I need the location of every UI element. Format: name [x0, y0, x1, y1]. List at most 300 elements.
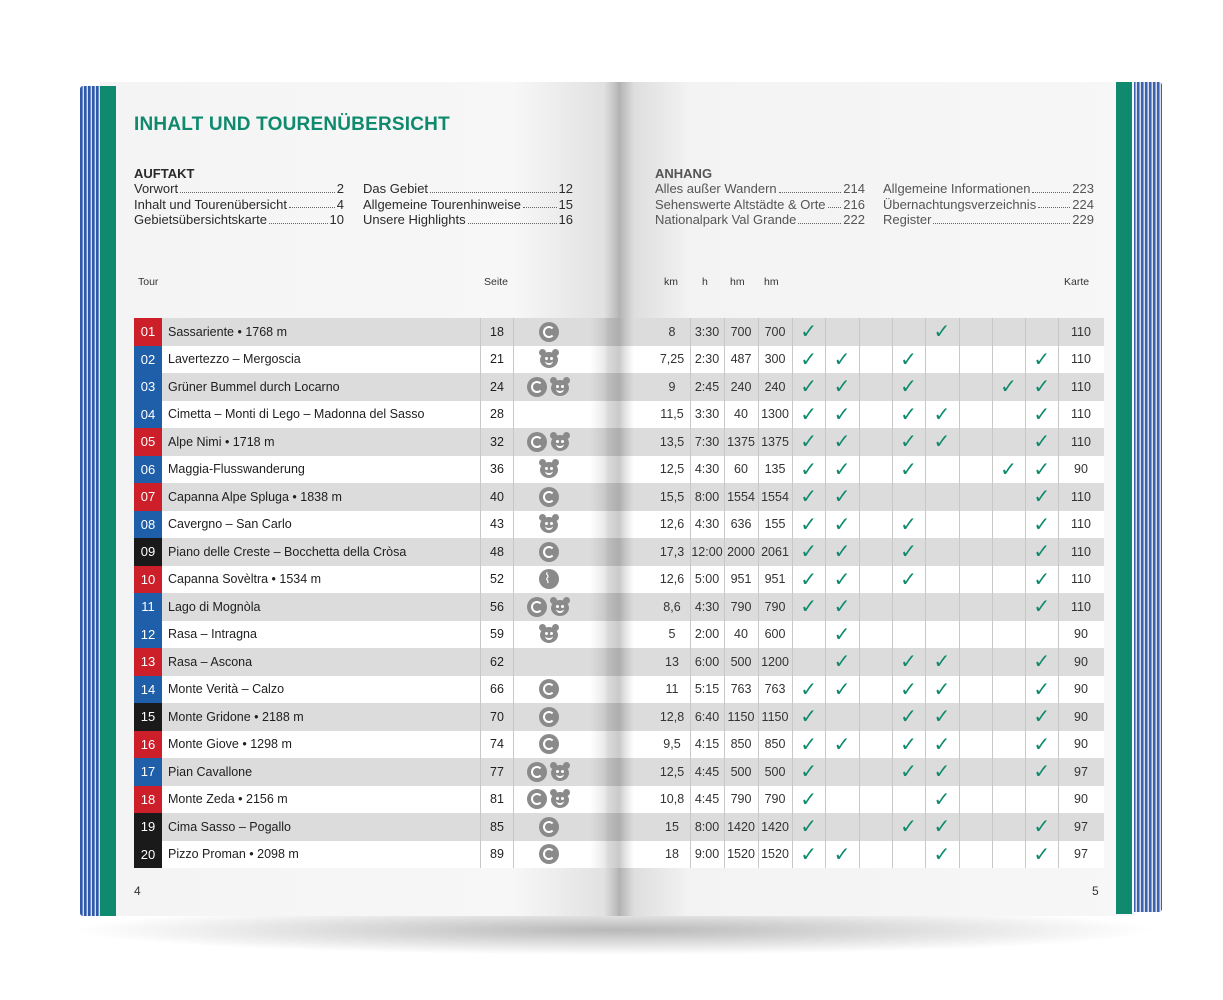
empty-check-cell — [825, 318, 858, 346]
tour-number-badge: 10 — [134, 566, 162, 594]
tour-page: 32 — [480, 428, 514, 456]
tour-h: 8:00 — [694, 819, 720, 834]
tour-hm2: 1520 — [761, 847, 789, 862]
tour-page: 18 — [480, 318, 514, 346]
checkmark-icon: ✓ — [933, 321, 951, 344]
empty-check-cell — [859, 841, 892, 869]
tour-number-badge: 13 — [134, 648, 162, 676]
tour-hm1: 1520 — [727, 847, 755, 862]
toc-entry-page: 16 — [558, 212, 573, 227]
round-trip-icon — [527, 432, 547, 452]
empty-check-cell — [892, 621, 925, 649]
family-friendly-icon — [538, 624, 560, 644]
tour-icons — [514, 483, 584, 511]
checkmark-icon: ✓ — [900, 678, 917, 701]
toc-entry-page: 222 — [843, 212, 865, 227]
tour-hm1: 1375 — [727, 434, 755, 449]
checkmark-icon: ✓ — [1033, 843, 1051, 866]
tour-name[interactable]: Piano delle Creste – Bocchetta della Cròsa — [168, 544, 407, 559]
tour-hm2: 155 — [764, 517, 786, 532]
toc-leader-dots — [828, 197, 842, 209]
tour-map-number: 110 — [1071, 544, 1091, 559]
tour-hm1: 790 — [730, 792, 752, 807]
toc-leader-dots — [289, 197, 335, 209]
checkmark-icon: ✓ — [933, 761, 951, 784]
tour-page: 66 — [480, 676, 514, 704]
checkmark-icon: ✓ — [1033, 761, 1051, 784]
empty-check-cell — [925, 621, 958, 649]
tour-h: 3:30 — [694, 324, 720, 339]
tour-name[interactable]: Cavergno – San Carlo — [168, 517, 292, 532]
checkmark-icon: ✓ — [900, 568, 917, 591]
tour-page: 21 — [480, 346, 514, 374]
tour-name[interactable]: Cima Sasso – Pogallo — [168, 819, 291, 834]
tour-icons — [514, 648, 584, 676]
tour-hm2: 790 — [764, 792, 786, 807]
checkmark-icon: ✓ — [933, 843, 951, 866]
tour-hm2: 1150 — [761, 709, 789, 724]
toc-entry-page: 223 — [1072, 181, 1094, 196]
tour-map-number: 90 — [1074, 682, 1088, 697]
tour-h: 4:45 — [694, 764, 720, 779]
toc-entry-label: Alles außer Wandern — [655, 181, 777, 196]
checkmark-icon: ✓ — [800, 761, 818, 784]
checkmark-icon: ✓ — [800, 541, 818, 564]
tour-km: 12,5 — [659, 764, 685, 779]
checkmark-icon: ✓ — [833, 651, 851, 674]
tour-number-badge: 16 — [134, 731, 162, 759]
tour-map-number: 110 — [1071, 324, 1091, 339]
toc-auftakt — [134, 166, 194, 182]
col-head-seite: Seite — [484, 276, 508, 288]
tour-page: 52 — [480, 566, 514, 594]
checkmark-icon: ✓ — [1033, 733, 1051, 756]
tour-hm1: 60 — [734, 462, 748, 477]
checkmark-icon: ✓ — [933, 816, 951, 839]
tour-number-badge: 01 — [134, 318, 162, 346]
tour-page: 85 — [480, 813, 514, 841]
empty-check-cell — [959, 401, 992, 429]
empty-check-cell — [959, 703, 992, 731]
checkmark-icon: ✓ — [800, 706, 818, 729]
tour-name[interactable]: Alpe Nimi • 1718 m — [168, 434, 275, 449]
checkmark-icon: ✓ — [800, 788, 818, 811]
toc-entry — [655, 181, 865, 197]
tour-km: 15 — [665, 819, 679, 834]
tour-hm1: 790 — [730, 599, 752, 614]
empty-check-cell — [959, 566, 992, 594]
tour-hm2: 1300 — [761, 407, 789, 422]
tour-km: 11,5 — [660, 407, 684, 422]
tour-hm1: 1150 — [727, 709, 755, 724]
empty-check-cell — [925, 346, 958, 374]
tour-name[interactable]: Capanna Alpe Spluga • 1838 m — [168, 489, 342, 504]
toc-entry-label: Nationalpark Val Grande — [655, 212, 797, 227]
route-icon — [539, 569, 559, 589]
round-trip-icon — [539, 322, 559, 342]
empty-check-cell — [959, 758, 992, 786]
checkmark-icon: ✓ — [1033, 596, 1051, 619]
tour-page: 56 — [480, 593, 514, 621]
toc-entry — [655, 197, 865, 213]
round-trip-icon — [539, 487, 559, 507]
col-head-hm-down: hm — [764, 276, 779, 288]
checkmark-icon: ✓ — [833, 348, 851, 371]
round-trip-icon — [527, 762, 547, 782]
tour-map-number: 90 — [1074, 709, 1088, 724]
empty-check-cell — [959, 373, 992, 401]
toc-entry-page: 2 — [336, 181, 344, 196]
tour-hm2: 240 — [764, 379, 786, 394]
tour-hm2: 850 — [764, 737, 786, 752]
checkmark-icon: ✓ — [1033, 568, 1051, 591]
tour-hm1: 1420 — [727, 819, 755, 834]
tour-icons — [514, 511, 584, 539]
toc-leader-dots — [430, 181, 556, 193]
family-friendly-icon — [549, 597, 571, 617]
empty-check-cell — [992, 538, 1025, 566]
tour-icons — [514, 538, 584, 566]
checkmark-icon: ✓ — [800, 376, 818, 399]
checkmark-icon: ✓ — [800, 486, 818, 509]
toc-leader-dots — [1038, 197, 1070, 209]
tour-name[interactable]: Rasa – Ascona — [168, 654, 253, 669]
round-trip-icon — [527, 377, 547, 397]
tour-km: 12,5 — [659, 462, 685, 477]
tour-page: 77 — [480, 758, 514, 786]
tour-h: 4:30 — [694, 517, 720, 532]
toc-entry-page: 12 — [558, 181, 573, 196]
tour-km: 17,3 — [659, 544, 685, 559]
checkmark-icon: ✓ — [800, 431, 818, 454]
toc-entry — [134, 212, 344, 228]
tour-icons — [514, 456, 584, 484]
tour-icons — [514, 813, 584, 841]
round-trip-icon — [527, 597, 547, 617]
checkmark-icon: ✓ — [933, 733, 951, 756]
tour-name[interactable]: Cimetta – Monti di Lego – Madonna del Sasso — [168, 407, 425, 422]
tour-km: 7,25 — [659, 352, 685, 367]
tour-icons — [514, 373, 584, 401]
empty-check-cell — [859, 813, 892, 841]
toc-leader-dots — [933, 212, 1070, 224]
family-friendly-icon — [549, 789, 571, 809]
toc-leader-dots — [779, 181, 842, 193]
tour-h: 8:00 — [694, 489, 720, 504]
empty-check-cell — [859, 318, 892, 346]
empty-check-cell — [859, 483, 892, 511]
checkmark-icon: ✓ — [900, 376, 917, 399]
tour-km: 12,6 — [659, 517, 685, 532]
tour-hm1: 487 — [730, 352, 752, 367]
tour-page: 62 — [480, 648, 514, 676]
checkmark-icon: ✓ — [1033, 486, 1051, 509]
tour-hm1: 2000 — [727, 544, 755, 559]
toc-entry — [655, 212, 865, 228]
tour-hm1: 240 — [730, 379, 752, 394]
checkmark-icon: ✓ — [800, 816, 818, 839]
toc-entry-label: Allgemeine Tourenhinweise — [363, 196, 522, 212]
empty-check-cell — [959, 511, 992, 539]
empty-check-cell — [992, 566, 1025, 594]
tour-name[interactable]: Pizzo Proman • 2098 m — [168, 847, 299, 862]
tour-map-number: 90 — [1074, 462, 1088, 477]
checkmark-icon: ✓ — [833, 486, 851, 509]
toc-entry-label: Gebietsübersichtskarte — [134, 212, 267, 227]
empty-check-cell — [1025, 786, 1058, 814]
empty-check-cell — [959, 786, 992, 814]
round-trip-icon — [527, 789, 547, 809]
tour-page: 43 — [480, 511, 514, 539]
tour-icons — [514, 676, 584, 704]
tour-hm1: 40 — [734, 407, 748, 422]
page-title: INHALT UND TOURENÜBERSICHT — [134, 114, 450, 135]
tour-hm2: 600 — [764, 627, 786, 642]
tour-name[interactable]: Lago di Mognòla — [168, 599, 261, 614]
toc-entry-label: Inhalt und Tourenübersicht — [134, 196, 287, 212]
toc-entry — [883, 181, 1094, 197]
tour-map-number: 97 — [1074, 819, 1088, 834]
col-head-km: km — [664, 276, 678, 288]
empty-check-cell — [859, 621, 892, 649]
empty-check-cell — [859, 456, 892, 484]
tour-hm2: 1554 — [761, 489, 789, 504]
toc-entry-page: 10 — [329, 212, 344, 227]
tour-map-number: 97 — [1074, 847, 1088, 862]
family-friendly-icon — [549, 377, 571, 397]
toc-leader-dots — [468, 212, 557, 224]
tour-map-number: 110 — [1071, 434, 1091, 449]
empty-check-cell — [859, 373, 892, 401]
tour-km: 13 — [665, 654, 679, 669]
tour-name[interactable]: Grüner Bummel durch Locarno — [168, 379, 340, 394]
checkmark-icon: ✓ — [800, 596, 818, 619]
empty-check-cell — [992, 346, 1025, 374]
tour-name[interactable]: Capanna Sovèltra • 1534 m — [168, 572, 322, 587]
empty-check-cell — [992, 593, 1025, 621]
tour-number-badge: 17 — [134, 758, 162, 786]
checkmark-icon: ✓ — [1033, 458, 1051, 481]
toc-entry-label: Unsere Highlights — [363, 212, 466, 227]
tour-km: 5 — [668, 627, 676, 642]
empty-check-cell — [992, 786, 1025, 814]
toc-entry-label: Allgemeine Informationen — [883, 181, 1031, 196]
checkmark-icon: ✓ — [1033, 651, 1051, 674]
tour-h: 2:45 — [694, 379, 720, 394]
family-friendly-icon — [549, 762, 571, 782]
toc-leader-dots — [269, 212, 328, 224]
tour-icons — [514, 318, 584, 346]
tour-name[interactable]: Lavertezzo – Mergoscia — [168, 352, 301, 367]
tour-hm2: 135 — [764, 462, 786, 477]
empty-check-cell — [925, 483, 958, 511]
tour-hm2: 1375 — [761, 434, 789, 449]
tour-name[interactable]: Monte Zeda • 2156 m — [168, 792, 288, 807]
empty-check-cell — [959, 346, 992, 374]
tour-km: 12,8 — [659, 709, 685, 724]
tour-hm2: 700 — [764, 324, 786, 339]
tour-hm1: 636 — [730, 517, 752, 532]
empty-check-cell — [992, 621, 1025, 649]
empty-check-cell — [959, 648, 992, 676]
round-trip-icon — [539, 844, 559, 864]
tour-hm1: 40 — [734, 627, 748, 642]
empty-check-cell — [859, 786, 892, 814]
tour-name[interactable]: Rasa – Intragna — [168, 627, 257, 642]
empty-check-cell — [859, 676, 892, 704]
empty-check-cell — [925, 566, 958, 594]
checkmark-icon: ✓ — [800, 733, 818, 756]
tour-icons — [514, 346, 584, 374]
tour-map-number: 110 — [1071, 599, 1091, 614]
tour-km: 9 — [668, 379, 676, 394]
tour-map-number: 110 — [1071, 352, 1091, 367]
tour-name[interactable]: Pian Cavallone — [168, 764, 253, 779]
checkmark-icon: ✓ — [833, 843, 851, 866]
empty-check-cell — [859, 538, 892, 566]
tour-km: 11 — [665, 682, 679, 697]
empty-check-cell — [959, 731, 992, 759]
tour-number-badge: 12 — [134, 621, 162, 649]
tour-map-number: 90 — [1074, 627, 1088, 642]
checkmark-icon: ✓ — [900, 458, 917, 481]
empty-check-cell — [992, 841, 1025, 869]
checkmark-icon: ✓ — [800, 513, 818, 536]
empty-check-cell — [859, 703, 892, 731]
tour-page: 28 — [480, 401, 514, 429]
family-friendly-icon — [538, 459, 560, 479]
tour-hm2: 1420 — [761, 819, 789, 834]
tour-icons — [514, 428, 584, 456]
tour-map-number: 90 — [1074, 654, 1088, 669]
tour-number-badge: 11 — [134, 593, 162, 621]
empty-check-cell — [992, 731, 1025, 759]
empty-check-cell — [992, 648, 1025, 676]
empty-check-cell — [859, 593, 892, 621]
checkmark-icon: ✓ — [833, 623, 851, 646]
tour-name[interactable]: Monte Gridone • 2188 m — [168, 709, 304, 724]
page-number-right: 5 — [1092, 884, 1099, 898]
empty-check-cell — [992, 483, 1025, 511]
family-friendly-icon — [538, 349, 560, 369]
tour-hm1: 500 — [730, 764, 752, 779]
tour-h: 7:30 — [694, 434, 720, 449]
empty-check-cell — [859, 758, 892, 786]
col-head-h: h — [702, 276, 708, 288]
tour-page: 40 — [480, 483, 514, 511]
toc-leader-dots — [180, 181, 335, 193]
tour-km: 18 — [665, 847, 679, 862]
tour-number-badge: 05 — [134, 428, 162, 456]
empty-check-cell — [992, 511, 1025, 539]
empty-check-cell — [859, 566, 892, 594]
toc-anhang-col2 — [883, 181, 1094, 228]
tour-name[interactable]: Monte Verità – Calzo — [168, 682, 285, 697]
tour-hm2: 951 — [764, 572, 786, 587]
tour-h: 6:40 — [694, 709, 720, 724]
tour-map-number: 110 — [1071, 379, 1091, 394]
toc-anhang-col1 — [655, 181, 865, 228]
checkmark-icon: ✓ — [900, 431, 917, 454]
empty-check-cell — [859, 428, 892, 456]
tour-km: 8,6 — [663, 599, 681, 614]
tour-hm2: 300 — [764, 352, 786, 367]
empty-check-cell — [892, 318, 925, 346]
checkmark-icon: ✓ — [1000, 458, 1017, 481]
green-margin-bar-left — [100, 86, 116, 916]
round-trip-icon — [539, 542, 559, 562]
empty-check-cell — [959, 841, 992, 869]
checkmark-icon: ✓ — [1033, 816, 1051, 839]
col-head-hm-up: hm — [730, 276, 745, 288]
checkmark-icon: ✓ — [900, 541, 917, 564]
checkmark-icon: ✓ — [833, 376, 851, 399]
toc-entry — [883, 212, 1094, 228]
toc-entry — [363, 197, 573, 213]
round-trip-icon — [539, 707, 559, 727]
tour-icons — [514, 841, 584, 869]
tour-page: 81 — [480, 786, 514, 814]
checkmark-icon: ✓ — [933, 788, 951, 811]
tour-name[interactable]: Maggia-Flusswanderung — [168, 462, 305, 477]
tour-page: 70 — [480, 703, 514, 731]
empty-check-cell — [992, 401, 1025, 429]
tour-hm1: 850 — [730, 737, 752, 752]
tour-page: 24 — [480, 373, 514, 401]
empty-check-cell — [792, 621, 825, 649]
toc-entry — [363, 181, 573, 197]
tour-hm1: 951 — [730, 572, 752, 587]
checkmark-icon: ✓ — [1033, 541, 1051, 564]
empty-check-cell — [825, 813, 858, 841]
tour-number-badge: 09 — [134, 538, 162, 566]
toc-entry-label: Das Gebiet — [363, 181, 429, 196]
tour-icons — [514, 703, 584, 731]
toc-auftakt-col1 — [134, 181, 344, 228]
checkmark-icon: ✓ — [900, 651, 917, 674]
empty-check-cell — [925, 373, 958, 401]
empty-check-cell — [825, 786, 858, 814]
toc-leader-dots — [798, 212, 841, 224]
tour-h: 4:30 — [694, 599, 720, 614]
tour-h: 6:00 — [694, 654, 720, 669]
empty-check-cell — [892, 593, 925, 621]
tour-name[interactable]: Monte Giove • 1298 m — [168, 737, 292, 752]
tour-hm2: 763 — [764, 682, 786, 697]
tour-name[interactable]: Sassariente • 1768 m — [168, 324, 288, 339]
empty-check-cell — [859, 401, 892, 429]
empty-check-cell — [825, 703, 858, 731]
tour-number-badge: 08 — [134, 511, 162, 539]
toc-entry — [134, 181, 344, 197]
green-margin-bar-right — [1116, 82, 1132, 914]
checkmark-icon: ✓ — [833, 568, 851, 591]
checkmark-icon: ✓ — [800, 843, 818, 866]
tour-number-badge: 07 — [134, 483, 162, 511]
toc-heading: ANHANG — [655, 166, 713, 181]
tour-number-badge: 18 — [134, 786, 162, 814]
toc-anhang — [655, 166, 712, 182]
tour-h: 12:00 — [691, 544, 723, 559]
checkmark-icon: ✓ — [1033, 376, 1051, 399]
tour-icons — [514, 566, 584, 594]
toc-leader-dots — [523, 197, 557, 209]
empty-check-cell — [792, 648, 825, 676]
empty-check-cell — [925, 511, 958, 539]
page-number-left: 4 — [134, 884, 141, 898]
tour-h: 4:15 — [694, 737, 720, 752]
checkmark-icon: ✓ — [800, 678, 818, 701]
